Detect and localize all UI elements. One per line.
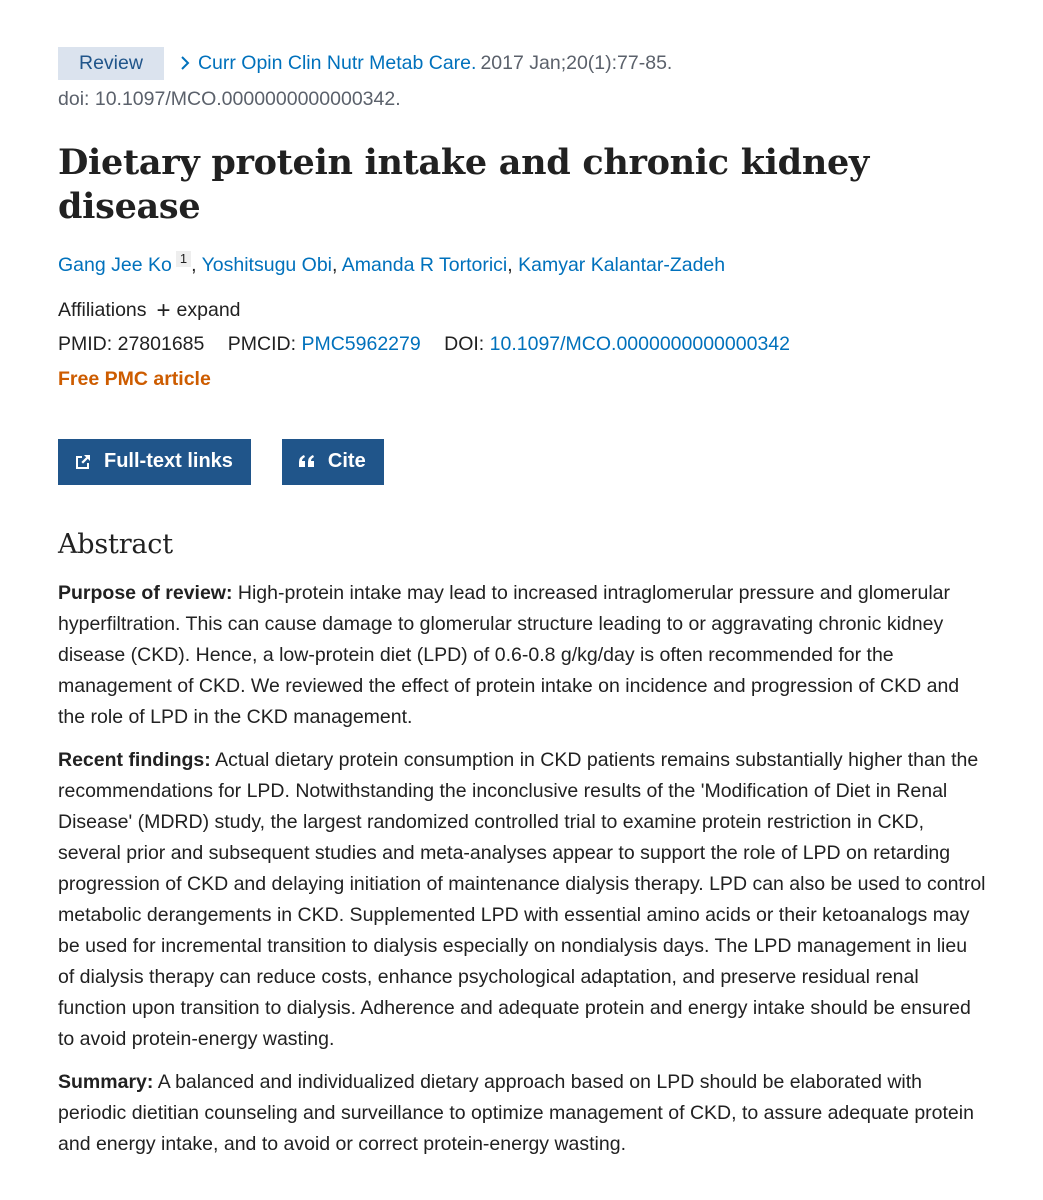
pmid-label: PMID: [58,332,113,355]
affiliations-row [58,296,988,324]
author-list [58,251,988,277]
cite-button[interactable] [282,439,384,485]
author-separator: , [507,253,519,276]
abstract-section-text: A balanced and individualized dietary approach based on LPD should be elaborated with periodic dietitian counseling and surveillance to optimize management of CKD, to assure adequate protein and energy intake, and to avoid or correct protein-energy wasting. [58,1070,974,1155]
pmid-group [58,333,210,355]
expand-label: expand [176,299,241,321]
author-link[interactable]: Amanda R Tortorici [341,253,508,276]
publication-type-badge: Review [58,47,164,80]
full-text-links-label: Full-text links [104,450,233,472]
pmcid-label: PMCID: [227,332,297,355]
author-separator: , [191,253,202,276]
doi-link[interactable]: 10.1097/MCO.0000000000000342 [489,332,790,355]
doi-citation: doi: 10.1097/MCO.0000000000000342. [58,88,401,110]
quote-icon [298,453,316,471]
free-pmc-badge: Free PMC article [58,367,211,390]
abstract-section-text: High-protein intake may lead to increased intraglomerular pressure and glomerular hyperfiltration. This can cause damage to glomerular structure leading to or aggravating chronic kidney disease (CKD). Hence, a low-protein diet (LPD) of 0.6-0.8 g/kg/day is often recommended for the management of CKD. We reviewed the effect of protein intake on incidence and progression of CKD and the role of LPD in the CKD management. [58,581,960,728]
doi-label: DOI: [444,332,485,355]
abstract-section-findings [58,745,988,1055]
action-buttons [58,439,988,485]
plus-icon: + [156,296,171,324]
journal-link[interactable]: Curr Opin Clin Nutr Metab Care. [197,51,477,74]
abstract-section-purpose [58,578,988,733]
citation-line [58,46,988,80]
abstract-section-label: Purpose of review: [58,581,233,604]
expand-affiliations-button[interactable] [156,296,241,324]
affiliation-marker[interactable]: 1 [176,251,191,267]
cite-label: Cite [327,450,366,472]
abstract-section-label: Summary: [58,1070,154,1093]
external-link-icon [74,453,92,471]
abstract-heading: Abstract [58,528,173,560]
author-separator: , [332,253,342,276]
author-link[interactable]: Kamyar Kalantar-Zadeh [518,253,726,276]
author-link[interactable]: Yoshitsugu Obi [201,253,333,276]
author-link[interactable]: Gang Jee Ko [58,253,172,276]
identifiers-row [58,333,988,356]
pmcid-link[interactable]: PMC5962279 [301,332,421,355]
doi-group [444,333,790,355]
chevron-right-icon [176,54,194,72]
pmid-value: 27801685 [117,332,205,355]
abstract-section-label: Recent findings: [58,748,211,771]
article-title: Dietary protein intake and chronic kidney disease [58,142,869,227]
full-text-links-button[interactable] [58,439,251,485]
abstract-section-text: Actual dietary protein consumption in CKD patients remains substantially higher than the recommendations for LPD. Notwithstanding the inconclusive results of the 'Modification of Diet in Renal Disease' (MDRD) study, the largest randomized controlled trial to examine protein restriction in CKD, several prior and subsequent studies and meta-analyses appear to support the role of LPD on retarding progression of CKD and delaying initiation of maintenance dialysis therapy. LPD can also be used to control metabolic derangements in CKD. Supplemented LPD with essential amino acids or their ketoanalogs may be used for incremental transition to dialysis especially on nondialysis days. The LPD management in lieu of dialysis therapy can reduce costs, enhance psychological adaptation, and preserve residual renal function upon transition to dialysis. Adherence and adequate protein and energy intake should be ensured to avoid protein-energy wasting. [58,748,986,1050]
abstract-section-summary [58,1067,988,1160]
affiliations-label: Affiliations [58,299,147,321]
publication-date: 2017 Jan;20(1):77-85. [480,51,673,74]
pmcid-group [228,333,426,355]
